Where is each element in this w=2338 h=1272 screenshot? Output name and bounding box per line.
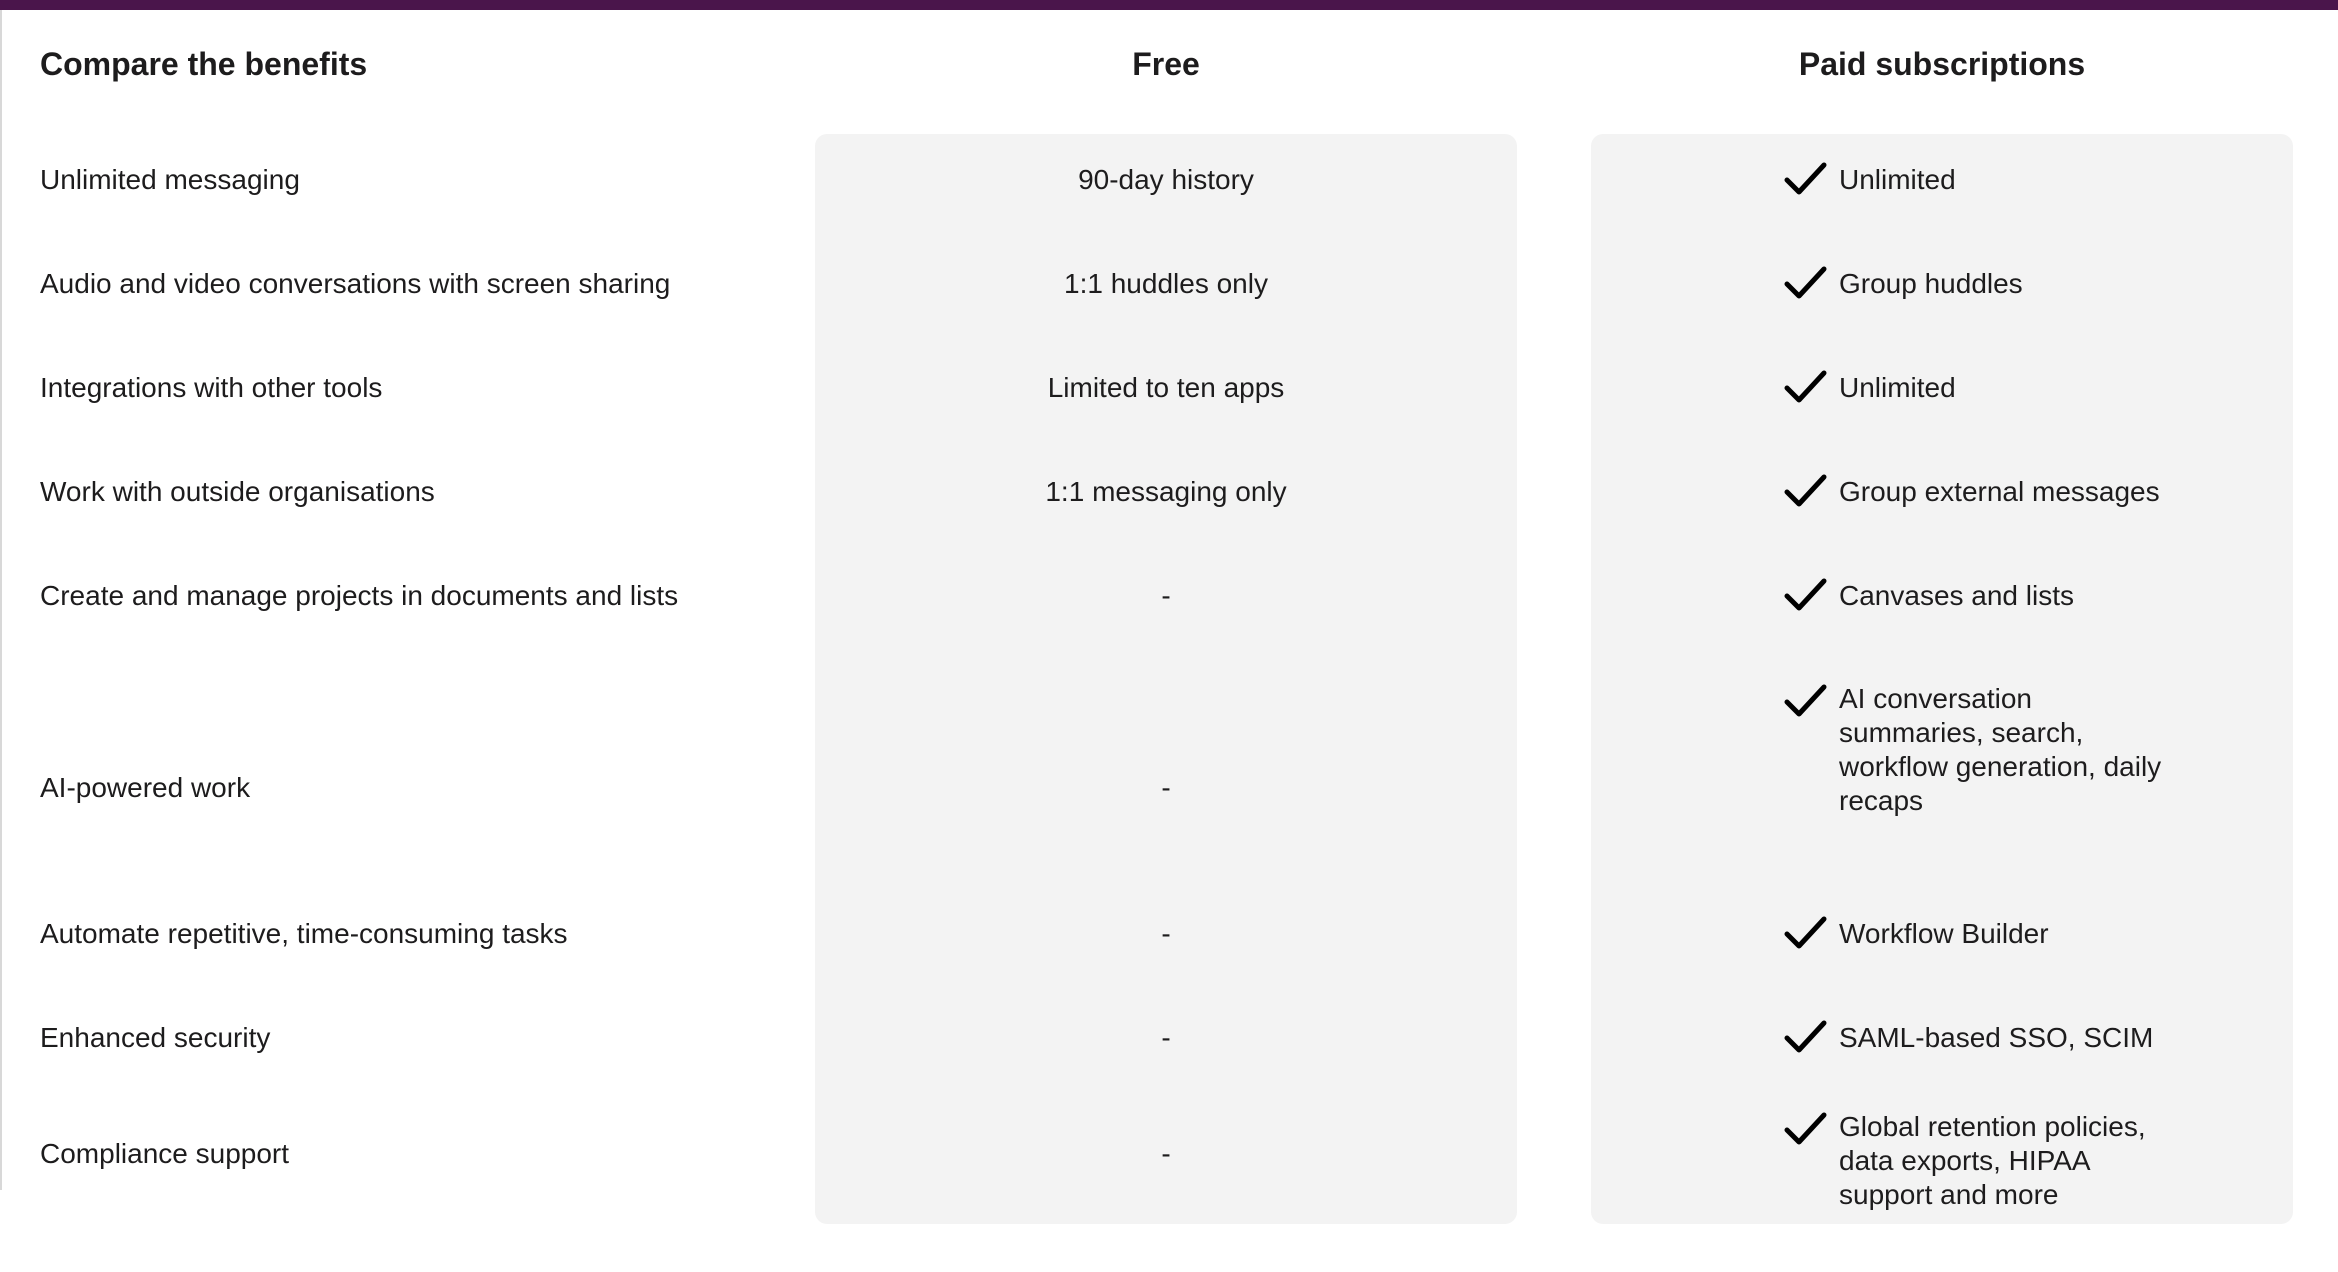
table-row bbox=[40, 150, 2300, 210]
paid-value-text: AI conversation summaries, search, workflow generation, daily recaps bbox=[1839, 683, 2162, 816]
table-row bbox=[40, 358, 2300, 418]
paid-value bbox=[1783, 566, 2203, 626]
table-row bbox=[40, 1008, 2300, 1068]
paid-value bbox=[1783, 462, 2203, 522]
paid-value bbox=[1783, 1110, 2203, 1212]
paid-value bbox=[1783, 150, 2203, 210]
paid-value bbox=[1783, 682, 2203, 818]
table-row bbox=[40, 254, 2300, 314]
benefit-label: AI-powered work bbox=[40, 772, 251, 803]
free-value: 1:1 messaging only bbox=[1045, 476, 1287, 507]
benefit-label: Enhanced security bbox=[40, 1022, 271, 1053]
table-header bbox=[40, 36, 2300, 92]
checkmark-icon bbox=[1783, 368, 1829, 408]
checkmark-icon bbox=[1783, 1018, 1829, 1058]
brand-accent-bar bbox=[0, 0, 2338, 10]
paid-value-text: Unlimited bbox=[1839, 372, 1956, 403]
paid-value-text: Group huddles bbox=[1839, 268, 2023, 299]
benefit-label: Create and manage projects in documents and lists bbox=[40, 580, 679, 611]
table-row bbox=[40, 904, 2300, 964]
free-value: - bbox=[1161, 1022, 1171, 1053]
free-value: - bbox=[1161, 580, 1171, 611]
benefit-label: Compliance support bbox=[40, 1138, 290, 1169]
benefit-label: Audio and video conversations with screen sharing bbox=[40, 268, 671, 299]
benefit-label: Automate repetitive, time-consuming tasks bbox=[40, 918, 568, 949]
paid-value-text: Unlimited bbox=[1839, 164, 1956, 195]
table-row bbox=[40, 462, 2300, 522]
table-row bbox=[40, 566, 2300, 626]
paid-value-text: Group external messages bbox=[1839, 476, 2160, 507]
free-value: Limited to ten apps bbox=[1047, 372, 1285, 403]
checkmark-icon bbox=[1783, 576, 1829, 616]
paid-value-text: SAML-based SSO, SCIM bbox=[1839, 1022, 2154, 1053]
checkmark-icon bbox=[1783, 1110, 1829, 1150]
checkmark-icon bbox=[1783, 264, 1829, 304]
checkmark-icon bbox=[1783, 914, 1829, 954]
benefit-label: Unlimited messaging bbox=[40, 164, 300, 195]
checkmark-icon bbox=[1783, 472, 1829, 512]
paid-value bbox=[1783, 358, 2203, 418]
paid-value-text: Canvases and lists bbox=[1839, 580, 2075, 611]
paid-value-text: Global retention policies, data exports, HIPAA support and more bbox=[1839, 1111, 2146, 1210]
benefit-label: Integrations with other tools bbox=[40, 372, 383, 403]
benefit-label: Work with outside organisations bbox=[40, 476, 435, 507]
paid-value-text: Workflow Builder bbox=[1839, 918, 2049, 949]
table-row bbox=[40, 1084, 2300, 1224]
left-border bbox=[0, 10, 2, 1190]
benefits-column-header: Compare the benefits bbox=[40, 46, 368, 82]
free-value: 1:1 huddles only bbox=[1064, 268, 1268, 299]
free-value: 90-day history bbox=[1078, 164, 1254, 195]
paid-value bbox=[1783, 1008, 2203, 1068]
table-row bbox=[40, 670, 2300, 906]
paid-value bbox=[1783, 904, 2203, 964]
comparison-table bbox=[40, 36, 2300, 1236]
free-value: - bbox=[1161, 918, 1171, 949]
paid-column-header: Paid subscriptions bbox=[1798, 46, 2086, 82]
checkmark-icon bbox=[1783, 160, 1829, 200]
checkmark-icon bbox=[1783, 682, 1829, 722]
free-value: - bbox=[1161, 1138, 1171, 1169]
paid-value bbox=[1783, 254, 2203, 314]
free-value: - bbox=[1161, 772, 1171, 803]
free-column-header: Free bbox=[1132, 46, 1200, 82]
